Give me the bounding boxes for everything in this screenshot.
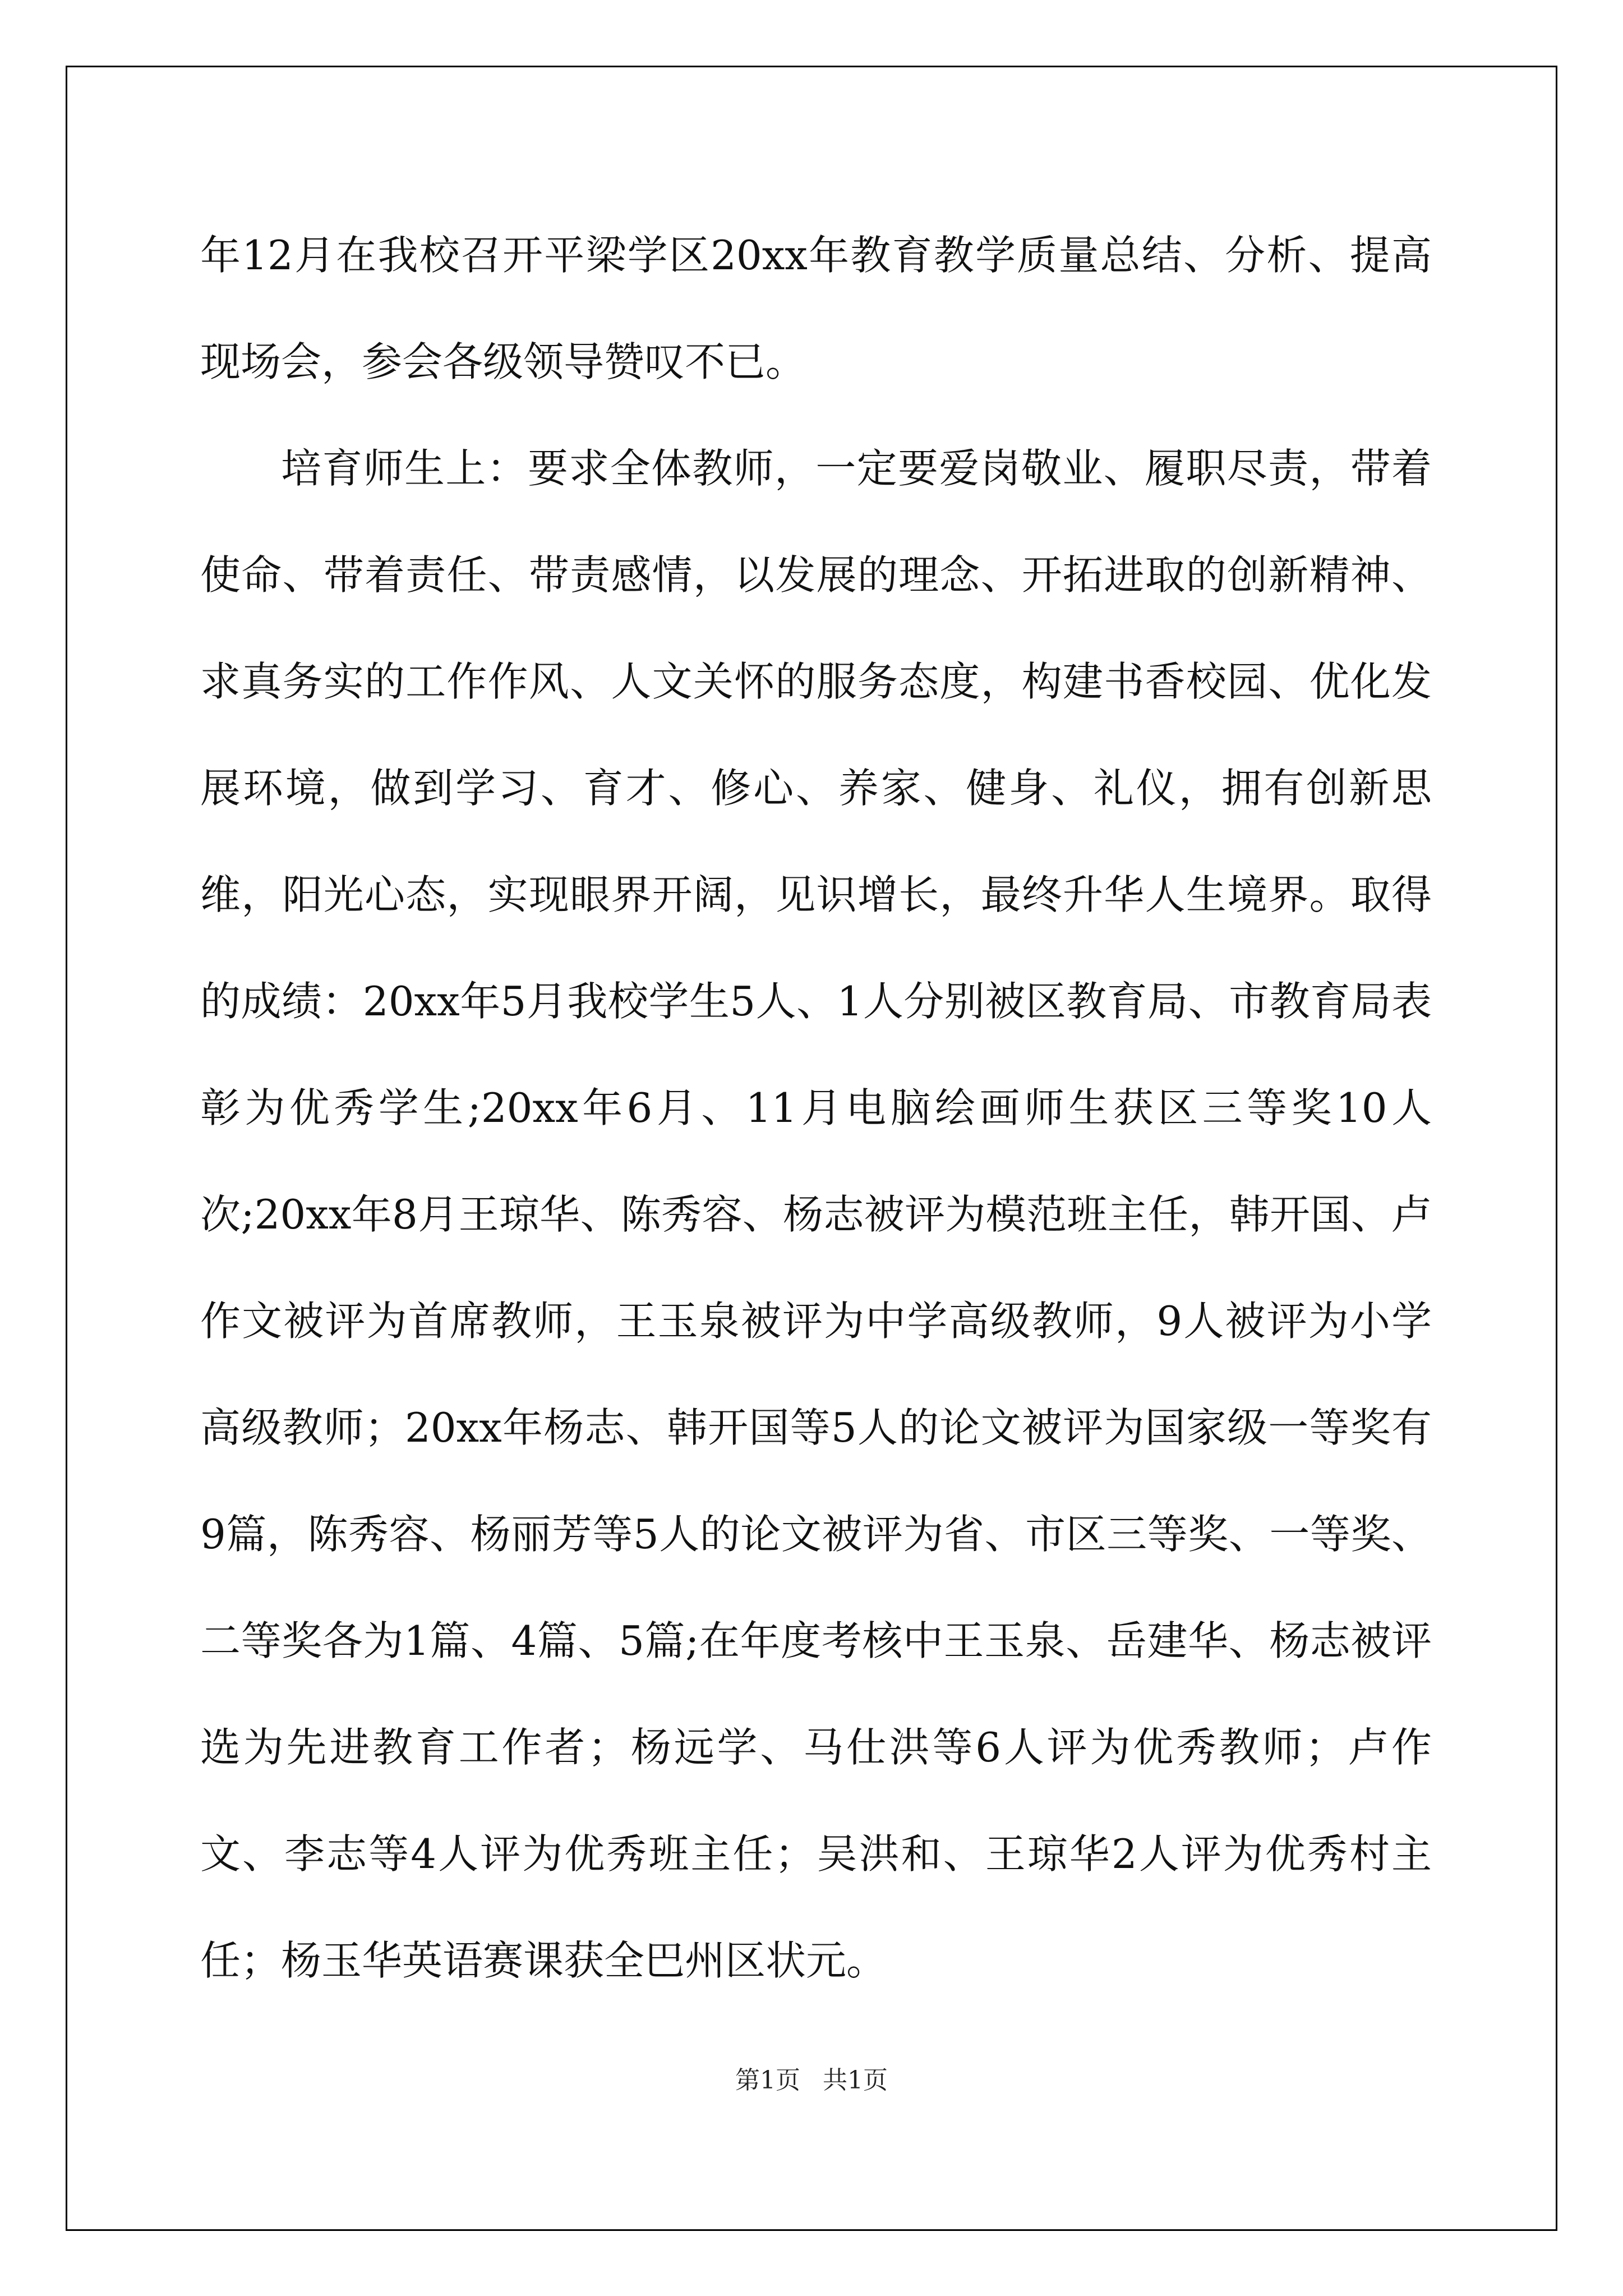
- page-total: 共1页: [823, 2066, 888, 2095]
- page-number: 第1页: [735, 2066, 800, 2095]
- paragraph-1: 年12月在我校召开平梁学区20xx年教育教学质量总结、分析、提高现场会，参会各级领导赞叹不已。: [200, 232, 1432, 385]
- paragraph-2: 培育师生上：要求全体教师，一定要爱岗敬业、履职尽责，带着使命、带着责任、带责感情，以发展的理念、开拓进取的创新精神、求真务实的工作作风、人文关怀的服务态度，构建书香校园、优化发展环境，做到学习、育才、修心、养家、健身、礼仪，拥有创新思维，阳光心态，实现眼界开阔，见识增长，最终升华人生境界。取得的成绩：20xx年5月我校学生5人、1人分别被区教育局、市教育局表彰为优秀学生;20xx年6月、11月电脑绘画师生获区三等奖10人次;20xx年8月王琼华、陈秀容、杨志被评为模范班主任，韩开国、卢作文被评为首席教师，王玉泉被评为中学高级教师，9人被评为小学高级教师；20xx年杨志、韩开国等5人的论文被评为国家级一等奖有9篇，陈秀容、杨丽芳等5人的论文被评为省、市区三等奖、一等奖、二等奖各为1篇、4篇、5篇;在年度考核中王玉泉、岳建华、杨志被评选为先进教育工作者；杨远学、马仕洪等6人评为优秀教师；卢作文、李志等4人评为优秀班主任；吴洪和、王琼华2人评为优秀村主任；杨玉华英语赛课获全巴州区状元。: [200, 445, 1432, 1984]
- page-footer: [0, 2060, 1623, 2096]
- document-body: [200, 202, 1432, 2014]
